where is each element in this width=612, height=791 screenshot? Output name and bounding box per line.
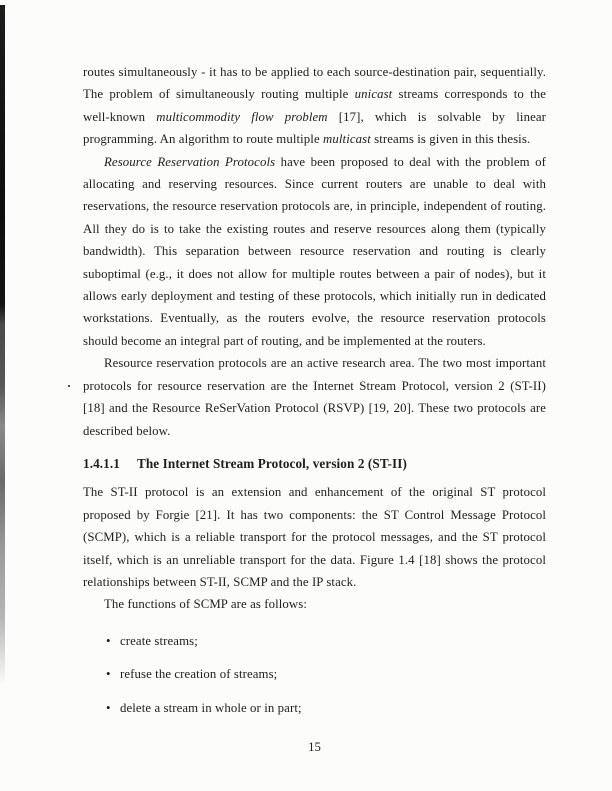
page-body	[83, 61, 546, 730]
paragraph-routing: routes simultaneously - it has to be applied to each source-destination pair, sequentially. The problem of simultaneously routing multiple unicast streams corresponds to the well-known multicommodity flow problem [17], which is solvable by linear programming. An algorithm to route multiple multicast streams is given in this thesis.	[83, 65, 547, 147]
paragraph-scmp-functions-intro: The functions of SCMP are as follows:	[104, 597, 307, 612]
paragraph-st-ii: The ST-II protocol is an extension and enhancement of the original ST protocol proposed by Forgie [21]. It has two components: the ST Control Message Protocol (SCMP), which is a reliable transport for the protocol messages, and the ST protocol itself, which is an unreliable transport for the data. Figure 1.4 [18] shows the protocol relationships between ST-II, SCMP and the IP stack.	[83, 485, 546, 589]
scan-speck	[68, 385, 70, 387]
list-item-delete-stream: • delete a stream in whole or in part;	[83, 697, 546, 719]
page-number: 15	[308, 740, 321, 754]
list-item-refuse-streams: • refuse the creation of streams;	[83, 663, 546, 685]
list-item-create-streams: • create streams;	[83, 630, 546, 652]
section-title: The Internet Stream Protocol, version 2 (ST-II)	[136, 455, 407, 471]
section-number: 1.4.1.1	[83, 455, 120, 471]
section-heading	[83, 453, 546, 475]
scan-edge-artifact	[0, 5, 5, 685]
paragraph-research-area: Resource reservation protocols are an active research area. The two most important protocols for resource reservation are the Internet Stream Protocol, version 2 (ST-II) [18] and the Resource ReSerVation Protocol (RSVP) [19, 20]. These two protocols are described below.	[83, 356, 546, 438]
paragraph-resource-reservation-protocols: Resource Reservation Protocols have been proposed to deal with the problem of allocating and reserving resources. Since current routers are unable to deal with reservations, the resource reservation protocols are, in principle, independent of routing. All they do is to take the existing routes and reserve resources along them (typically bandwidth). This separation between resource reservation and routing is clearly suboptimal (e.g., it does not allow for multiple routes between a pair of nodes), but it allows early deployment and testing of these protocols, which initially run in dedicated workstations. Eventually, as the routers evolve, the resource reservation protocols should become an integral part of routing, and be implemented at the routers.	[83, 154, 546, 348]
scmp-functions-list	[83, 630, 546, 719]
